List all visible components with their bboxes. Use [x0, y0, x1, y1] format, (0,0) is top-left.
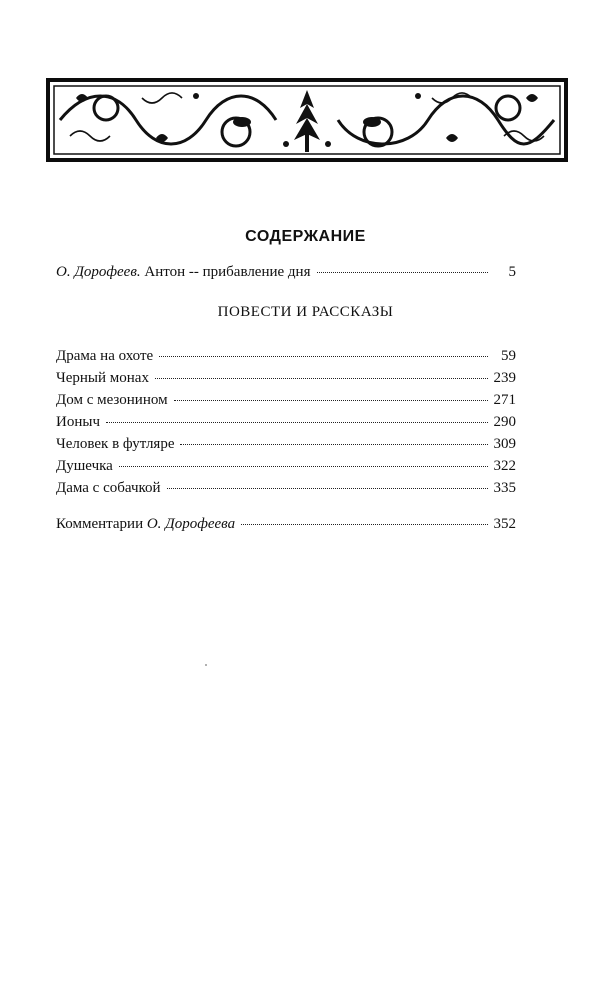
page-number: 5: [508, 264, 516, 280]
vine-ornament-icon: [46, 78, 568, 162]
page-number: 271: [493, 392, 516, 408]
section-heading: ПОВЕСТИ И РАССКАЗЫ: [217, 304, 394, 320]
entry-title: Ионыч: [56, 414, 100, 430]
page-number: 309: [493, 436, 516, 452]
dot-leader: [106, 421, 488, 423]
paper-speck: [205, 664, 207, 666]
toc-entry[interactable]: [56, 434, 516, 454]
page-number: 239: [493, 370, 516, 386]
entry-title: Дама с собачкой: [56, 480, 161, 496]
dot-leader: [155, 377, 488, 379]
toc-entry[interactable]: [56, 390, 516, 410]
toc-entry[interactable]: [56, 412, 516, 432]
dot-leader: [180, 443, 487, 445]
dot-leader: [241, 523, 487, 525]
entry-title: Человек в футляре: [56, 436, 175, 452]
commentary-label: Комментарии: [56, 516, 144, 532]
dot-leader: [174, 399, 488, 401]
toc-commentary-entry[interactable]: [56, 514, 516, 534]
page-number: 322: [493, 458, 516, 474]
intro-title: Антон -- прибавление дня: [144, 264, 311, 280]
page-number: 290: [493, 414, 516, 430]
dot-leader: [167, 487, 488, 489]
toc-entry[interactable]: [56, 456, 516, 476]
entry-title: Черный монах: [56, 370, 149, 386]
intro-author: О. Дорофеев.: [56, 264, 141, 280]
dot-leader: [119, 465, 488, 467]
entry-title: Душечка: [56, 458, 113, 474]
commentary-author: О. Дорофеева: [146, 516, 236, 532]
entry-title: Драма на охоте: [56, 348, 154, 364]
toc-entry[interactable]: [56, 368, 516, 388]
dot-leader: [159, 355, 488, 357]
page-title: СОДЕРЖАНИЕ: [245, 228, 366, 245]
page-number: 352: [493, 516, 516, 532]
toc-entry[interactable]: [56, 478, 516, 498]
toc-entry[interactable]: [56, 346, 516, 366]
ornamental-banner: [46, 78, 568, 162]
page-number: 59: [501, 348, 516, 364]
dot-leader: [317, 271, 489, 273]
entry-title: Дом с мезонином: [56, 392, 168, 408]
toc-intro-entry[interactable]: [56, 262, 516, 282]
page-number: 335: [493, 480, 516, 496]
